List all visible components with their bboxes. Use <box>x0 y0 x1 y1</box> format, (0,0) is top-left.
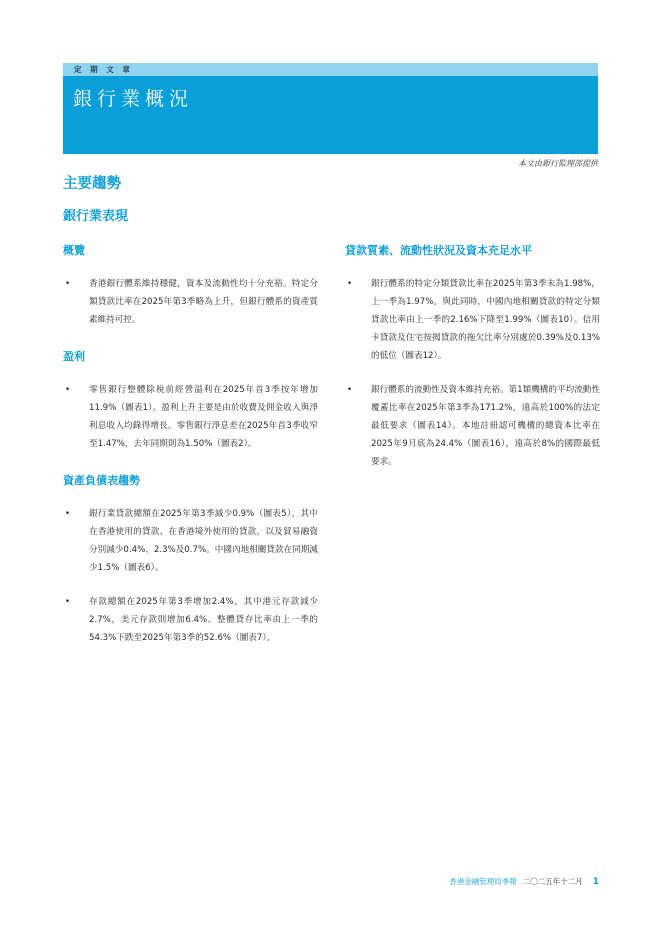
footer-date: 二〇二五年十二月 <box>522 877 583 886</box>
bullet-text: 零售銀行整體除稅前經營溢利在2025年首3季按年增加11.9%（圖表1）。盈利上升主要是由於收費及佣金收入與淨利息收入均錄得增長。零售銀行淨息差在2025年首3季收窄至1.47%，去年同期則為1.50%（圖表2）。 <box>89 385 318 449</box>
footer-publication: 香港金融管理局季報 <box>449 877 517 886</box>
right-column <box>345 242 600 471</box>
byline: 本文由銀行監理部提供 <box>518 159 598 168</box>
bullet-icon: • <box>65 385 71 395</box>
section-kicker: 定 期 文 章 <box>74 65 133 74</box>
bullet-text: 銀行體系的特定分類貸款比率在2025年第3季末為1.98%，上一季為1.97%。與此同時，中國內地相關貸款的特定分類貸款比率由上一季的2.16%下降至1.99%（圖表10）。信用卡貸款及住宅按揭貸款的拖欠比率分別處於0.39%及0.13%的低位（圖表12）。 <box>371 279 600 361</box>
left-column <box>63 242 318 647</box>
section-title-overview: 概覽 <box>63 244 85 257</box>
bullet-item <box>63 275 318 329</box>
bullet-icon: • <box>65 597 71 607</box>
bullet-text: 銀行業貸款總額在2025年第3季減少0.9%（圖表5），其中在香港使用的貸款、在香港境外使用的貸款，以及貿易融資分別減少0.4%、2.3%及0.7%。中國內地相關貸款在同期減少1.5%（圖表6）。 <box>89 509 318 573</box>
sub-heading: 銀行業表現 <box>63 209 129 224</box>
page-title: 銀行業概況 <box>73 88 194 110</box>
bullet-text: 香港銀行體系維持穩健，資本及流動性均十分充裕。特定分類貸款比率在2025年第3季略為上升，但銀行體系的資產質素維持可控。 <box>89 279 318 325</box>
bullet-item <box>63 505 318 577</box>
section-title-profit: 盈利 <box>63 350 85 363</box>
page-footer <box>449 876 599 888</box>
bullet-item <box>63 593 318 647</box>
bullet-item <box>345 275 600 365</box>
bullet-icon: • <box>347 385 353 395</box>
bullet-icon: • <box>65 279 71 289</box>
bullet-item <box>345 381 600 471</box>
main-heading: 主要趨勢 <box>63 176 121 192</box>
header-strip <box>63 63 598 76</box>
bullet-item <box>63 381 318 453</box>
page-number: 1 <box>592 877 599 887</box>
bullet-icon: • <box>65 509 71 519</box>
bullet-text: 銀行體系的流動性及資本維持充裕。第1類機構的平均流動性覆蓋比率在2025年第3季為171.2%，遠高於100%的法定最低要求（圖表14）。本地註冊認可機構的總資本比率在2025年9月底為24.4%（圖表16），遠高於8%的國際最低要求。 <box>371 385 600 467</box>
section-title-balance: 資產負債表趨勢 <box>63 474 140 487</box>
bullet-icon: • <box>347 279 353 289</box>
bullet-text: 存款總額在2025年第3季增加2.4%，其中港元存款減少2.7%，美元存款則增加6.4%。整體貸存比率由上一季的54.3%下跌至2025年第3季的52.6%（圖表7）。 <box>89 597 318 643</box>
section-title-loan-quality: 貸款質素、流動性狀況及資本充足水平 <box>345 244 532 257</box>
